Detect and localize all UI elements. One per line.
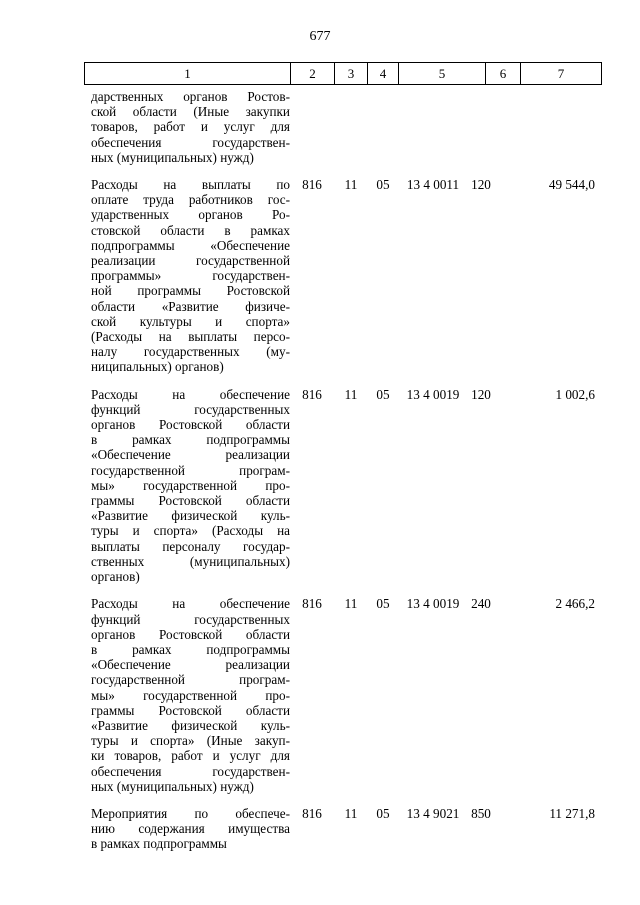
description-line: функций государственных — [91, 401, 290, 417]
expense-type-code: 120 — [471, 386, 491, 402]
description-line: ской культуры и спорта» — [91, 313, 290, 329]
description-line: ных (муниципальных) нужд) — [91, 778, 254, 794]
description-line: органов) — [91, 569, 140, 585]
target-article-code: 13 4 9021 — [406, 805, 460, 821]
description-line: выплаты персоналу государ- — [91, 538, 290, 554]
description-line: ки товаров, работ и услуг для — [91, 748, 290, 764]
description-line: «Развитие физической куль- — [91, 717, 290, 733]
expense-type-code: 240 — [471, 596, 491, 612]
description-line: подпрограммы «Обеспечение — [91, 237, 290, 253]
description-line: (Расходы на выплаты персо- — [91, 329, 290, 345]
description-line: Мероприятия по обеспече- — [91, 805, 290, 821]
column-header: 7 — [521, 63, 602, 85]
column-header: 1 — [85, 63, 291, 85]
description-line: стовской области в рамках — [91, 222, 290, 238]
amount: 1 002,6 — [555, 386, 595, 402]
admin-code: 816 — [302, 805, 322, 821]
description-line: реализации государственной — [91, 253, 290, 269]
description-line: функций государственных — [91, 611, 290, 627]
description-line: программы» государствен- — [91, 268, 290, 284]
description-line: ственных (муниципальных) — [91, 553, 290, 569]
description-line: товаров, работ и услуг для — [91, 119, 290, 135]
column-header: 2 — [291, 63, 335, 85]
subsection-code: 05 — [376, 596, 390, 612]
section-code: 11 — [344, 805, 358, 821]
description-line: Расходы на обеспечение — [91, 596, 290, 612]
amount: 49 544,0 — [548, 177, 595, 193]
column-header: 4 — [368, 63, 399, 85]
admin-code: 816 — [302, 596, 322, 612]
description-line: в рамках подпрограммы — [91, 432, 290, 448]
row-description — [91, 177, 290, 375]
description-line: в рамках подпрограммы — [91, 641, 290, 657]
description-line: Расходы на выплаты по — [91, 177, 290, 193]
column-header: 5 — [399, 63, 486, 85]
description-line: «Обеспечение реализации — [91, 657, 290, 673]
description-line: ской области (Иные закупки — [91, 104, 290, 120]
description-line: «Обеспечение реализации — [91, 447, 290, 463]
target-article-code: 13 4 0019 — [406, 386, 460, 402]
table-row — [84, 89, 601, 165]
table-row — [84, 806, 601, 852]
description-line: Расходы на обеспечение — [91, 386, 290, 402]
page-number: 677 — [309, 29, 331, 44]
subsection-code: 05 — [376, 177, 390, 193]
description-line: налу государственных (му- — [91, 344, 290, 360]
subsection-code: 05 — [376, 386, 390, 402]
description-line: области «Развитие физиче- — [91, 298, 290, 314]
description-line: граммы Ростовской области — [91, 493, 290, 509]
column-header: 3 — [335, 63, 368, 85]
description-line: обеспечения государствен- — [91, 763, 290, 779]
description-line: мы» государственной про- — [91, 477, 290, 493]
description-line: государственной програм- — [91, 462, 290, 478]
description-line: граммы Ростовской области — [91, 702, 290, 718]
column-header: 6 — [486, 63, 521, 85]
target-article-code: 13 4 0019 — [406, 596, 460, 612]
description-line: «Развитие физической куль- — [91, 508, 290, 524]
amount: 2 466,2 — [555, 596, 595, 612]
expense-type-code: 120 — [471, 177, 491, 193]
row-description — [91, 806, 290, 852]
row-description — [91, 596, 290, 794]
row-description — [91, 89, 290, 165]
amount: 11 271,8 — [549, 805, 595, 821]
description-line: ных (муниципальных) нужд) — [91, 149, 254, 165]
description-line: ударственных органов Ро- — [91, 207, 290, 223]
description-line: нию содержания имущества — [91, 821, 290, 837]
table-body — [84, 89, 601, 852]
description-line: обеспечения государствен- — [91, 134, 290, 150]
admin-code: 816 — [302, 386, 322, 402]
expense-type-code: 850 — [471, 805, 491, 821]
section-code: 11 — [344, 177, 358, 193]
description-line: органов Ростовской области — [91, 417, 290, 433]
description-line: дарственных органов Ростов- — [91, 89, 290, 104]
subsection-code: 05 — [376, 805, 390, 821]
table-row — [84, 387, 601, 585]
description-line: государственной програм- — [91, 672, 290, 688]
column-header-table — [84, 62, 602, 85]
admin-code: 816 — [302, 177, 322, 193]
description-line: оплате труда работников гос- — [91, 192, 290, 208]
section-code: 11 — [344, 596, 358, 612]
description-line: ниципальных) органов) — [91, 359, 224, 375]
description-line: мы» государственной про- — [91, 687, 290, 703]
target-article-code: 13 4 0011 — [406, 177, 460, 193]
table-row — [84, 177, 601, 375]
description-line: органов Ростовской области — [91, 626, 290, 642]
description-line: туры и спорта» (Расходы на — [91, 523, 290, 539]
section-code: 11 — [344, 386, 358, 402]
column-header-row — [85, 63, 602, 85]
description-line: туры и спорта» (Иные закуп- — [91, 733, 290, 749]
description-line: ной программы Ростовской — [91, 283, 290, 299]
description-line: в рамках подпрограммы — [91, 836, 227, 852]
table-row — [84, 596, 601, 794]
row-description — [91, 387, 290, 585]
